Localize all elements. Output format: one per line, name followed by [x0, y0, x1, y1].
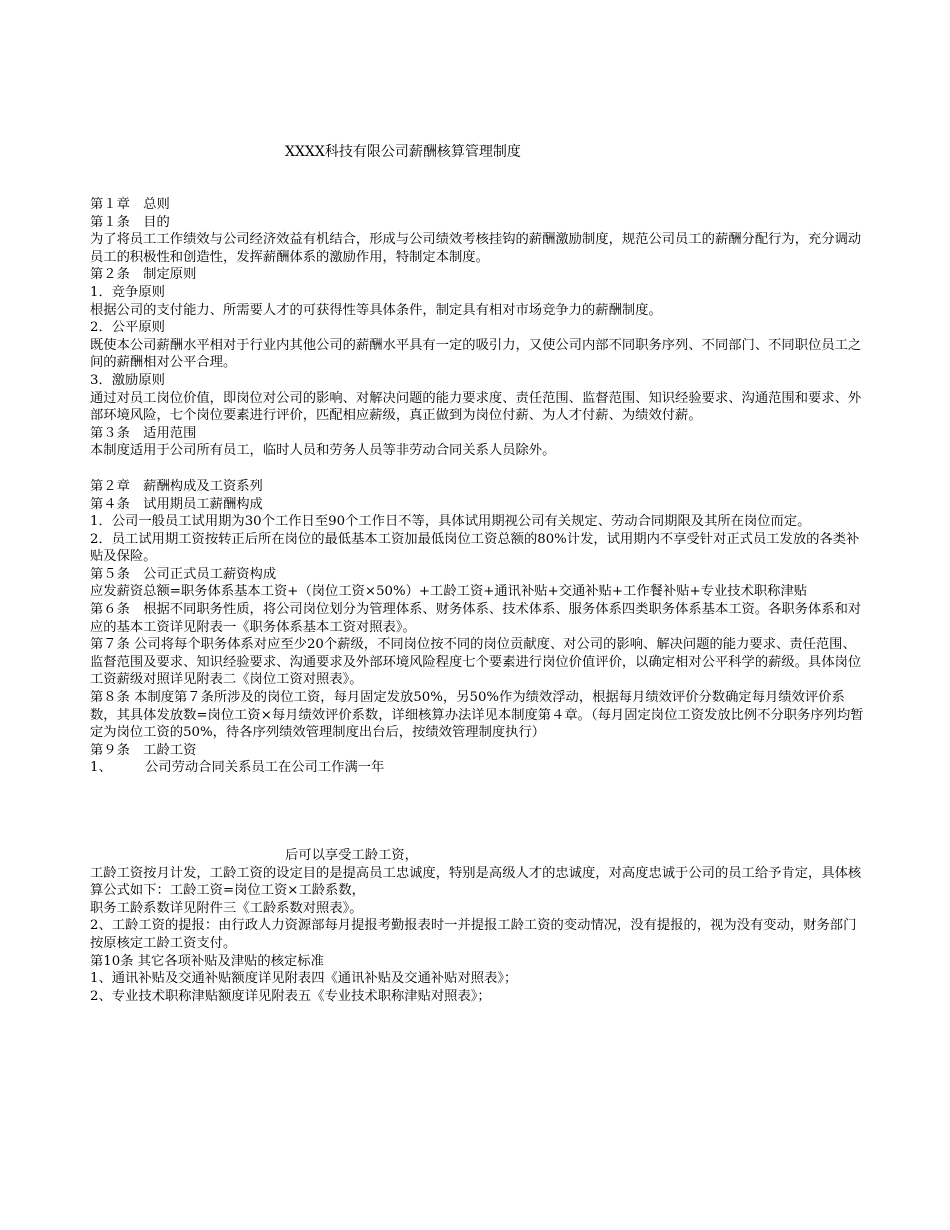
paragraph: 根据公司的支付能力、所需要人才的可获得性等具体条件，制定具有相对市场竞争力的薪酬制度。	[90, 302, 662, 318]
list-item: 2．员工试用期工资按转正后所在岗位的最低基本工资加最低岗位工资总额的80%计发，试用期内不享受针对正式员工发放的各类补贴及保险。	[90, 531, 860, 565]
list-item: 2．公平原则	[90, 320, 165, 336]
paragraph: 应发薪资总额=职务体系基本工资+（岗位工资×50%）+工龄工资+通讯补贴+交通补贴+工作餐补贴+专业技术职称津贴	[90, 584, 808, 600]
document-title: XXXX科技有限公司薪酬核算管理制度	[285, 144, 521, 160]
paragraph: 第８条 本制度第７条所涉及的岗位工资，每月固定发放50%，另50%作为绩效浮动，根据每月绩效评价分数确定每月绩效评价系数，其具体发放数=岗位工资×每月绩效评价系数，详细核算办法详见本制度第４章。（每月固定岗位工资发放比例不分职务序列均暂定为岗位工资的50%，待各序列绩效管理制度出台后，按绩效管理制度执行）	[90, 690, 864, 741]
list-item: 1．竞争原则	[90, 284, 165, 300]
paragraph: 为了将员工工作绩效与公司经济效益有机结合，形成与公司绩效考核挂钩的薪酬激励制度，规范公司员工的薪酬分配行为，充分调动员工的积极性和创造性，发挥薪酬体系的激励作用，特制定本制度。	[90, 232, 862, 265]
chapter-heading: 第１章 总则	[90, 197, 170, 212]
list-text: 公司劳动合同关系员工在公司工作满一年	[145, 760, 385, 776]
article-heading: 第４条 试用期员工薪酬构成	[90, 496, 263, 512]
list-item: 3．激励原则	[90, 372, 165, 388]
list-item: 2、专业技术职称津贴额度详见附表五《专业技术职称津贴对照表》；	[90, 988, 491, 1004]
article-heading: 第10条 其它各项补贴及津贴的核定标准	[90, 953, 324, 969]
paragraph: 工龄工资按月计发，工龄工资的设定目的是提高员工忠诚度，特别是高级人才的忠诚度，对高度忠诚于公司的员工给予肯定，具体核算公式如下：工龄工资=岗位工资×工龄系数，	[90, 865, 862, 899]
paragraph: 职务工龄系数详见附件三《工龄系数对照表》。	[90, 900, 363, 916]
paragraph: 后可以享受工龄工资，	[285, 848, 418, 863]
list-item: 1、通讯补贴及交通补贴额度详见附表四《通讯补贴及交通补贴对照表》；	[90, 971, 518, 987]
paragraph: 通过对员工岗位价值，即岗位对公司的影响、对解决问题的能力要求度、责任范围、监督范围、知识经验要求、沟通范围和要求、外部环境风险，七个岗位要素进行评价，匹配相应薪级，真正做到为岗位付薪、为人才付薪、为绩效付薪。	[90, 390, 862, 424]
list-item: 1．公司一般员工试用期为30个工作日至90个工作日不等，具体试用期视公司有关规定、劳动合同期限及其所在岗位而定。	[90, 514, 811, 530]
paragraph: 第７条 公司将每个职务体系对应至少20个薪级，不同岗位按不同的岗位贡献度、对公司的影响、解决问题的能力要求、责任范围、监督范围及要求、知识经验要求、沟通要求及外部环境风险程度七个要素进行岗位价值评价，以确定相对公平科学的薪级。具体岗位工资薪级对照详见附表二《岗位工资对照表》。	[90, 637, 862, 688]
paragraph: 既使本公司薪酬水平相对于行业内其他公司的薪酬水平具有一定的吸引力，又使公司内部不同职务序列、不同部门、不同职位员工之间的薪酬相对公平合理。	[90, 337, 862, 371]
list-item: 2、工龄工资的提报：由行政人力资源部每月提报考勤报表时一并提报工龄工资的变动情况，没有提报的，视为没有变动，财务部门按原核定工龄工资支付。	[90, 918, 857, 951]
list-number: 1、	[90, 760, 112, 776]
article-heading: 第９条 工龄工资	[90, 742, 197, 758]
paragraph: 第６条 根据不同职务性质，将公司岗位划分为管理体系、财务体系、技术体系、服务体系四类职务体系基本工资。各职务体系和对应的基本工资详见附表一《职务体系基本工资对照表》。	[90, 602, 862, 635]
article-heading: 第５条 公司正式员工薪资构成	[90, 566, 277, 582]
paragraph: 本制度适用于公司所有员工，临时人员和劳务人员等非劳动合同关系人员除外。	[90, 443, 556, 459]
spacer	[90, 777, 865, 847]
article-heading: 第３条 适用范围	[90, 425, 197, 441]
list-item	[90, 759, 865, 777]
document-body	[90, 196, 865, 1005]
article-heading: 第１条 目的	[90, 214, 170, 230]
spacer	[90, 460, 865, 478]
chapter-heading: 第２章 薪酬构成及工资系列	[90, 478, 263, 494]
article-heading: 第２条 制定原则	[90, 267, 197, 283]
